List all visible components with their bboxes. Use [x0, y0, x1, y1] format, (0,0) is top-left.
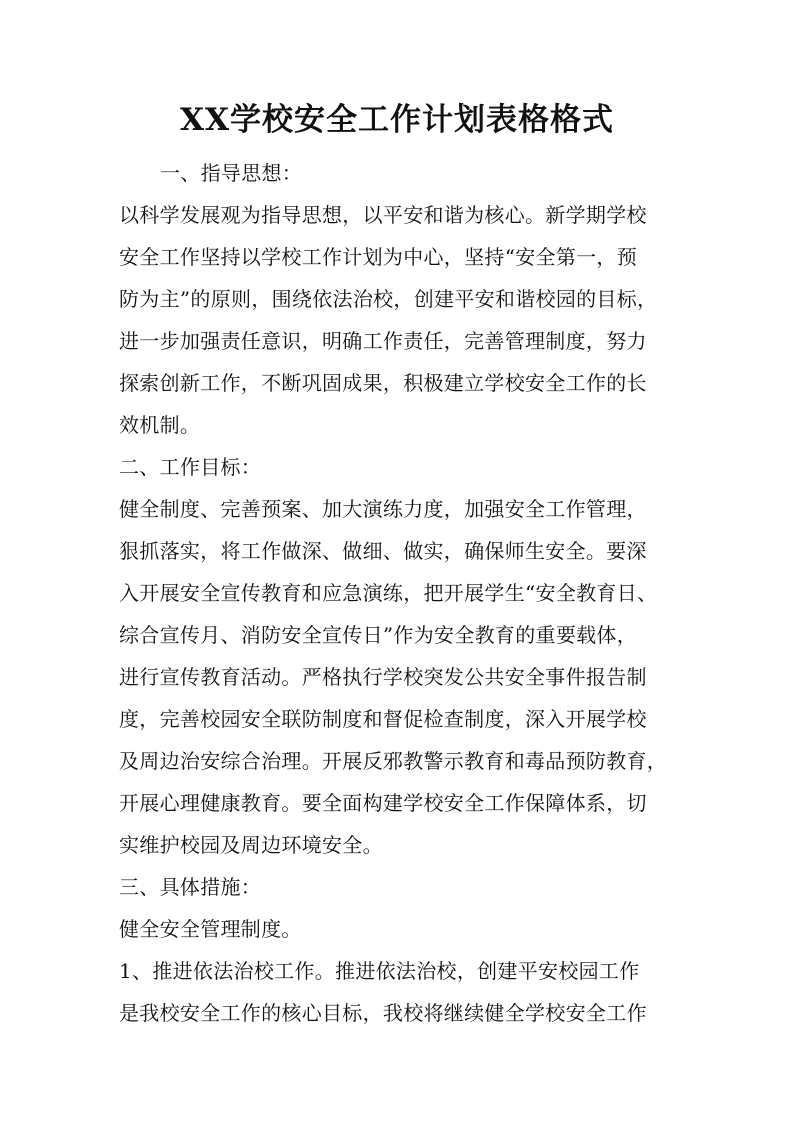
- paragraph-line: 1、推进依法治校工作。推进依法治校，创建平安校园工作: [119, 959, 640, 983]
- paragraph-line: 狠抓落实，将工作做深、做细、做实，确保师生安全。要深: [119, 539, 647, 563]
- paragraph-line: 以科学发展观为指导思想，以平安和谐为核心。新学期学校: [119, 203, 647, 227]
- document-title: XX学校安全工作计划表格格式: [179, 102, 615, 138]
- paragraph-line: 是我校安全工作的核心目标，我校将继续健全学校安全工作: [119, 1001, 647, 1025]
- paragraph-line: 及周边治安综合治理。开展反邪教警示教育和毒品预防教育，: [119, 749, 668, 773]
- paragraph-line: 开展心理健康教育。要全面构建学校安全工作保障体系，切: [119, 791, 647, 815]
- paragraph-line: 效机制。: [119, 413, 201, 437]
- section-heading-guiding-thought: 一、指导思想：: [160, 161, 303, 185]
- paragraph-line: 进行宣传教育活动。严格执行学校突发公共安全事件报告制: [119, 665, 647, 689]
- section-heading-work-goals: 二、工作目标：: [119, 455, 262, 479]
- paragraph-line: 入开展安全宣传教育和应急演练，把开展学生“安全教育日、: [119, 581, 658, 605]
- paragraph-line: 度，完善校园安全联防制度和督促检查制度，深入开展学校: [119, 707, 647, 731]
- paragraph-line: 进一步加强责任意识，明确工作责任，完善管理制度，努力: [119, 329, 647, 353]
- paragraph-line: 探索创新工作，不断巩固成果，积极建立学校安全工作的长: [119, 371, 647, 395]
- section-heading-specific-measures: 三、具体措施：: [119, 875, 262, 899]
- paragraph-line: 健全安全管理制度。: [119, 917, 302, 941]
- paragraph-line: 健全制度、完善预案、加大演练力度，加强安全工作管理，: [119, 497, 647, 521]
- paragraph-line: 综合宣传月、消防安全宣传日”作为安全教育的重要载体，: [119, 623, 638, 647]
- paragraph-line: 实维护校园及周边环境安全。: [119, 833, 383, 857]
- paragraph-line: 安全工作坚持以学校工作计划为中心，坚持“安全第一，预: [119, 245, 638, 269]
- paragraph-line: 防为主”的原则，围绕依法治校，创建平安和谐校园的目标，: [119, 287, 658, 311]
